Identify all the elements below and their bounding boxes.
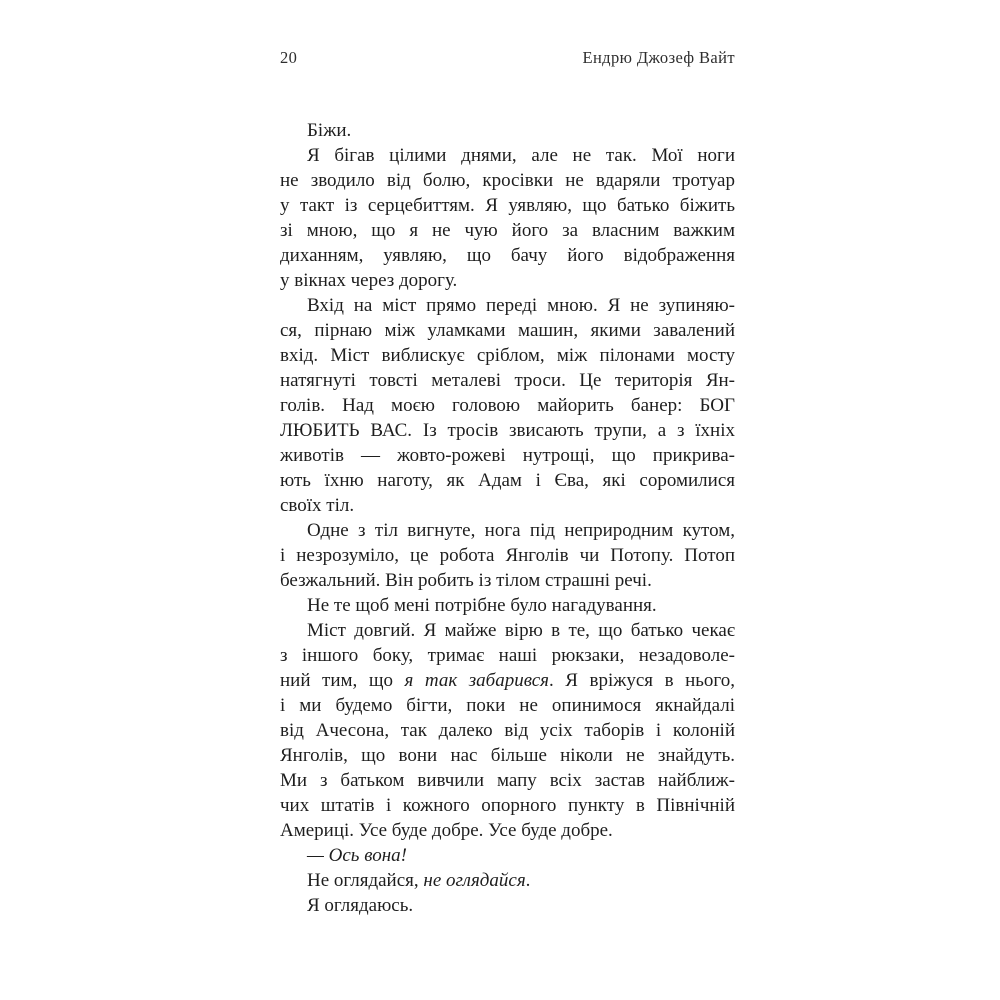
text-line	[280, 393, 735, 418]
text-line	[280, 193, 735, 218]
text-line	[280, 168, 735, 193]
italic-text: — Ось вона!	[307, 845, 407, 866]
text-line	[280, 118, 735, 143]
text-line	[280, 743, 735, 768]
regular-text: своїх тіл.	[280, 495, 355, 516]
italic-text: я так забарився	[404, 670, 549, 691]
page-number: 20	[280, 48, 298, 67]
text-line	[280, 643, 735, 668]
paragraph	[280, 518, 735, 593]
regular-text: голів. Над моєю головою майорить банер: БОГ	[280, 395, 735, 416]
text-line	[280, 143, 735, 168]
paragraph	[280, 618, 735, 843]
running-header	[280, 48, 735, 68]
body-text	[280, 118, 735, 918]
paragraph	[280, 143, 735, 293]
regular-text: Міст довгий. Я майже вірю в те, що батько чекає	[307, 620, 735, 641]
italic-text: не оглядайся	[423, 870, 526, 891]
text-line	[280, 543, 735, 568]
regular-text: Америці. Усе буде добре. Усе буде добре.	[280, 820, 613, 841]
regular-text: Не оглядайся,	[307, 870, 424, 891]
author-running-title: Ендрю Джозеф Вайт	[582, 48, 735, 67]
text-line	[280, 218, 735, 243]
paragraph	[280, 893, 735, 918]
text-line	[280, 343, 735, 368]
regular-text: Вхід на міст прямо переді мною. Я не зупиняю-	[307, 295, 735, 316]
text-line	[280, 318, 735, 343]
text-line	[280, 443, 735, 468]
regular-text: ють їхню наготу, як Адам і Єва, які соромилися	[280, 470, 735, 491]
regular-text: вхід. Міст виблискує сріблом, між пілонами мосту	[280, 345, 735, 366]
regular-text: ЛЮБИТЬ ВАС. Із тросів звисають трупи, а з їхніх	[280, 420, 735, 441]
regular-text: ний тим, що	[280, 670, 405, 691]
regular-text: не зводило від болю, кросівки не вдаряли тротуар	[280, 170, 735, 191]
regular-text: .	[525, 870, 531, 891]
regular-text: у вікнах через дорогу.	[280, 270, 458, 291]
regular-text: з іншого боку, тримає наші рюкзаки, незадоволе-	[280, 645, 735, 666]
regular-text: животів — жовто-рожеві нутрощі, що прикрива-	[280, 445, 735, 466]
text-line	[280, 793, 735, 818]
text-line	[280, 718, 735, 743]
text-line	[280, 843, 735, 868]
regular-text: натягнуті товсті металеві троси. Це територія Ян-	[280, 370, 735, 391]
regular-text: Біжи.	[307, 120, 352, 141]
text-line	[280, 468, 735, 493]
regular-text: ся, пірнаю між уламками машин, якими завалений	[280, 320, 735, 341]
text-line	[280, 293, 735, 318]
regular-text: Одне з тіл вигнуте, нога під неприродним кутом,	[307, 520, 735, 541]
regular-text: диханням, уявляю, що бачу його відображення	[280, 245, 735, 266]
regular-text: Я оглядаюсь.	[307, 895, 414, 916]
text-column	[280, 48, 735, 918]
regular-text: чих штатів і кожного опорного пункту в Північній	[280, 795, 735, 816]
regular-text: і ми будемо бігти, поки не опинимося якнайдалі	[280, 695, 735, 716]
text-line	[280, 818, 735, 843]
regular-text: Ми з батьком вивчили мапу всіх застав найближ-	[280, 770, 735, 791]
regular-text: Янголів, що вони нас більше ніколи не знайдуть.	[280, 745, 735, 766]
paragraph	[280, 868, 735, 893]
text-line	[280, 868, 735, 893]
regular-text: зі мною, що я не чую його за власним важким	[280, 220, 735, 241]
paragraph	[280, 293, 735, 518]
paragraph	[280, 118, 735, 143]
text-line	[280, 493, 735, 518]
regular-text: від Ачесона, так далеко від усіх таборів і колоній	[280, 720, 735, 741]
text-line	[280, 768, 735, 793]
regular-text: і незрозуміло, це робота Янголів чи Потопу. Потоп	[280, 545, 735, 566]
text-line	[280, 243, 735, 268]
text-line	[280, 368, 735, 393]
text-line	[280, 418, 735, 443]
regular-text: Не те щоб мені потрібне було нагадування.	[307, 595, 657, 616]
text-line	[280, 693, 735, 718]
text-line	[280, 518, 735, 543]
text-line	[280, 618, 735, 643]
regular-text: . Я вріжуся в нього,	[548, 670, 735, 691]
regular-text: у такт із серцебиттям. Я уявляю, що батько біжить	[280, 195, 735, 216]
paragraph	[280, 593, 735, 618]
regular-text: Я бігав цілими днями, але не так. Мої ноги	[307, 145, 735, 166]
paragraph	[280, 843, 735, 868]
text-line	[280, 268, 735, 293]
regular-text: безжальний. Він робить із тілом страшні речі.	[280, 570, 652, 591]
text-line	[280, 893, 735, 918]
text-line	[280, 568, 735, 593]
text-line	[280, 593, 735, 618]
text-line	[280, 668, 735, 693]
